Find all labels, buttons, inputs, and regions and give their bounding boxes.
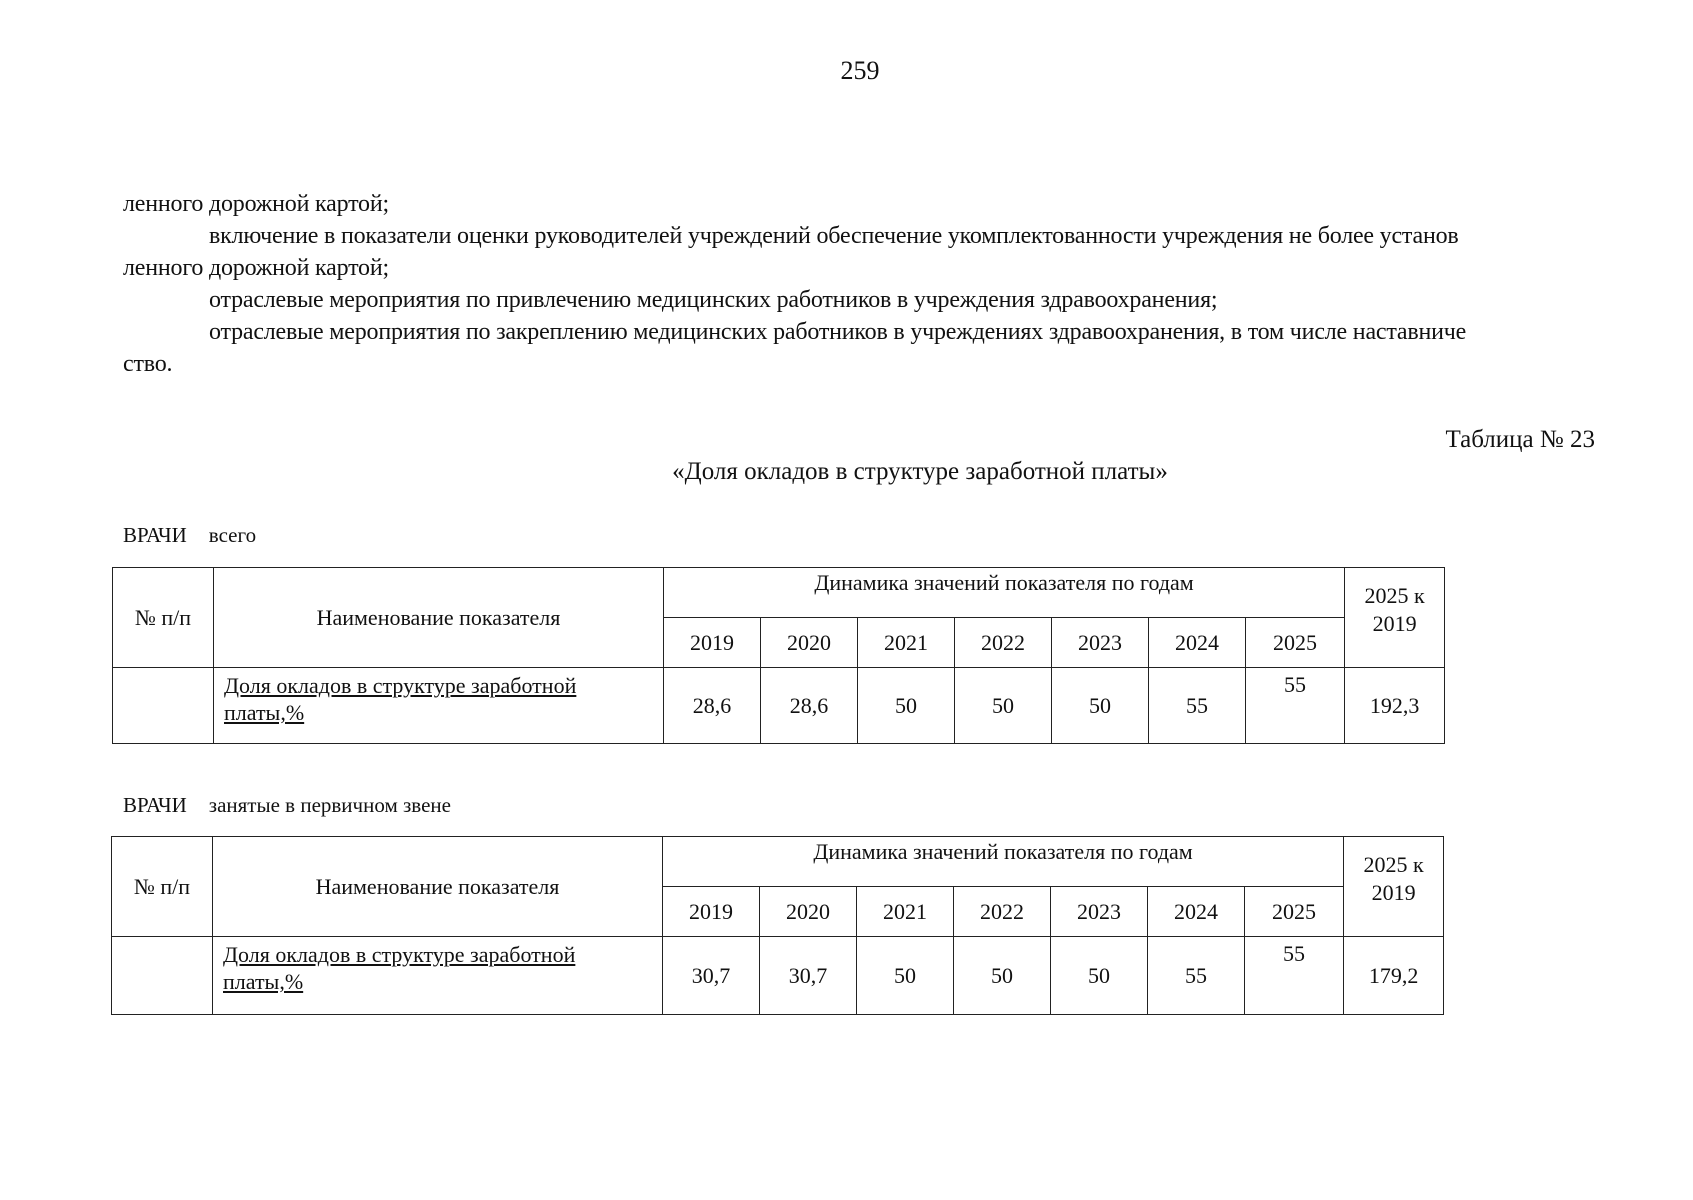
year-header: 2019 [663,887,760,937]
year-header: 2025 [1245,887,1344,937]
table-row [113,668,1445,744]
year-header: 2021 [858,618,955,668]
paragraph-line: ство. [123,351,173,377]
row-num [113,668,214,744]
data-table [112,567,1445,744]
indicator-name-text: Доля окладов в структуре заработной платы,% [224,673,577,725]
section-label [123,523,256,548]
table-row [112,937,1444,1015]
value-cell: 50 [1051,937,1148,1015]
header-num: № п/п [112,837,213,937]
value-cell: 55 [1246,668,1345,744]
header-dynamics: Динамика значений показателя по годам [664,568,1345,618]
section-group: ВРАЧИ [123,793,187,817]
section-group: ВРАЧИ [123,523,187,547]
value-cell: 30,7 [760,937,857,1015]
header-ratio-bottom: 2019 [1371,880,1416,905]
header-name: Наименование показателя [213,837,663,937]
section-label [123,793,451,818]
year-header: 2025 [1246,618,1345,668]
value-cell: 50 [955,668,1052,744]
paragraph-line: отраслевые мероприятия по привлечению медицинских работников в учреждения здравоохранения; [209,287,1218,313]
year-header: 2023 [1052,618,1149,668]
year-header: 2020 [761,618,858,668]
value-cell: 50 [858,668,955,744]
section-subtitle: всего [208,523,257,547]
header-ratio-top: 2025 к [1363,852,1424,877]
paragraph-line: включение в показатели оценки руководителей учреждений обеспечение укомплектованности учреждения не более установ [209,223,1459,249]
paragraph-line: ленного дорожной картой; [123,255,389,281]
year-header: 2023 [1051,887,1148,937]
header-ratio-bottom: 2019 [1372,611,1417,636]
value-cell: 50 [857,937,954,1015]
indicator-name-text: Доля окладов в структуре заработной платы,% [223,942,576,994]
paragraph-line: отраслевые мероприятия по закреплению медицинских работников в учреждениях здравоохранения, в том числе наставниче [209,319,1467,345]
value-cell: 55 [1149,668,1246,744]
section-subtitle: занятые в первичном звене [208,793,451,817]
value-cell: 28,6 [664,668,761,744]
year-header: 2024 [1148,887,1245,937]
value-cell: 50 [954,937,1051,1015]
header-dynamics: Динамика значений показателя по годам [663,837,1344,887]
indicator-name [214,668,664,744]
value-cell: 55 [1148,937,1245,1015]
paragraph-line: ленного дорожной картой; [123,191,389,217]
year-header: 2021 [857,887,954,937]
year-header: 2022 [954,887,1051,937]
year-header: 2022 [955,618,1052,668]
value-cell: 55 [1245,937,1344,1015]
header-num: № п/п [113,568,214,668]
ratio-cell: 192,3 [1345,668,1445,744]
row-num [112,937,213,1015]
indicator-name [213,937,663,1015]
data-table [111,836,1444,1015]
header-name: Наименование показателя [214,568,664,668]
year-header: 2019 [664,618,761,668]
year-header: 2024 [1149,618,1246,668]
header-ratio-top: 2025 к [1364,583,1425,608]
value-cell: 30,7 [663,937,760,1015]
table-title: «Доля окладов в структуре заработной платы» [672,458,1168,485]
header-ratio [1344,837,1444,937]
value-cell: 50 [1052,668,1149,744]
table-number: Таблица № 23 [1445,426,1595,453]
ratio-cell: 179,2 [1344,937,1444,1015]
header-ratio [1345,568,1445,668]
value-cell: 28,6 [761,668,858,744]
year-header: 2020 [760,887,857,937]
page-number: 259 [840,56,880,85]
